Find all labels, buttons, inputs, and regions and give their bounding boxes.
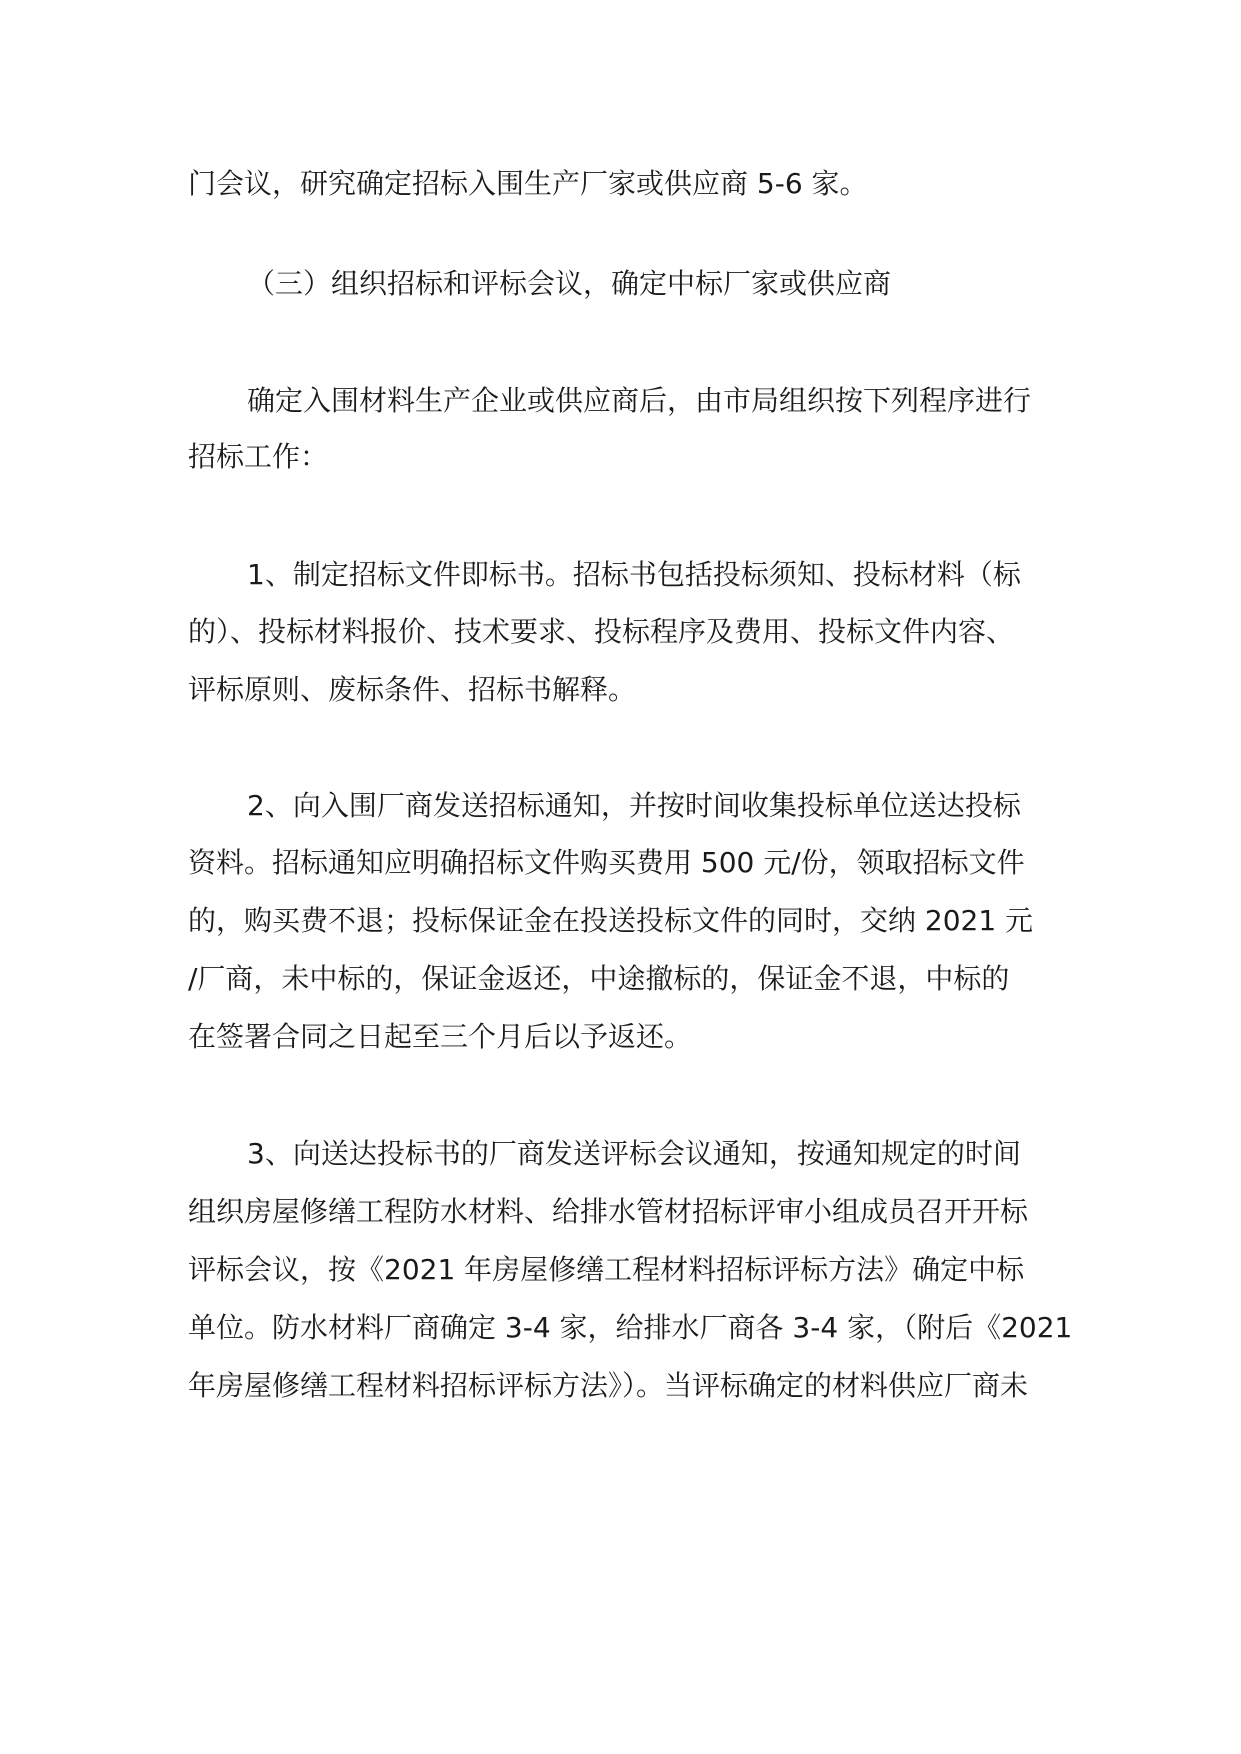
item-2-line-1: 2、向入围厂商发送招标通知，并按时间收集投标单位送达投标 xyxy=(247,789,1021,822)
item-1-line-1: 1、制定招标文件即标书。招标书包括投标须知、投标材料（标 xyxy=(247,558,1021,591)
item-2-line-2: 资料。招标通知应明确招标文件购买费用 500 元/份，领取招标文件 xyxy=(188,846,1025,879)
item-1-line-3: 评标原则、废标条件、招标书解释。 xyxy=(188,673,637,706)
paragraph-intro-line-1: 确定入围材料生产企业或供应商后，由市局组织按下列程序进行 xyxy=(247,384,1032,417)
item-3-line-2: 组织房屋修缮工程防水材料、给排水管材招标评审小组成员召开开标 xyxy=(188,1195,1029,1228)
item-3-line-3: 评标会议，按《2021 年房屋修缮工程材料招标评标方法》确定中标 xyxy=(188,1253,1025,1286)
item-2-line-5: 在签署合同之日起至三个月后以予返还。 xyxy=(188,1020,693,1053)
item-2-line-4: /厂商，未中标的，保证金返还，中途撤标的，保证金不退，中标的 xyxy=(188,962,1010,995)
paragraph-intro-line-2: 招标工作： xyxy=(188,440,329,473)
item-3-line-1: 3、向送达投标书的厂商发送评标会议通知，按通知规定的时间 xyxy=(247,1137,1021,1170)
item-3-line-4: 单位。防水材料厂商确定 3-4 家，给排水厂商各 3-4 家，（附后《2021 xyxy=(188,1311,1073,1344)
item-3-line-5: 年房屋修缮工程材料招标评标方法》）。当评标确定的材料供应厂商未 xyxy=(188,1369,1029,1402)
text-line-continuation: 门会议，研究确定招标入围生产厂家或供应商 5-6 家。 xyxy=(188,167,868,200)
item-2-line-3: 的，购买费不退；投标保证金在投送投标文件的同时，交纳 2021 元 xyxy=(188,904,1034,937)
item-1-line-2: 的）、投标材料报价、技术要求、投标程序及费用、投标文件内容、 xyxy=(188,615,1015,648)
section-heading-three: （三）组织招标和评标会议，确定中标厂家或供应商 xyxy=(247,267,892,300)
